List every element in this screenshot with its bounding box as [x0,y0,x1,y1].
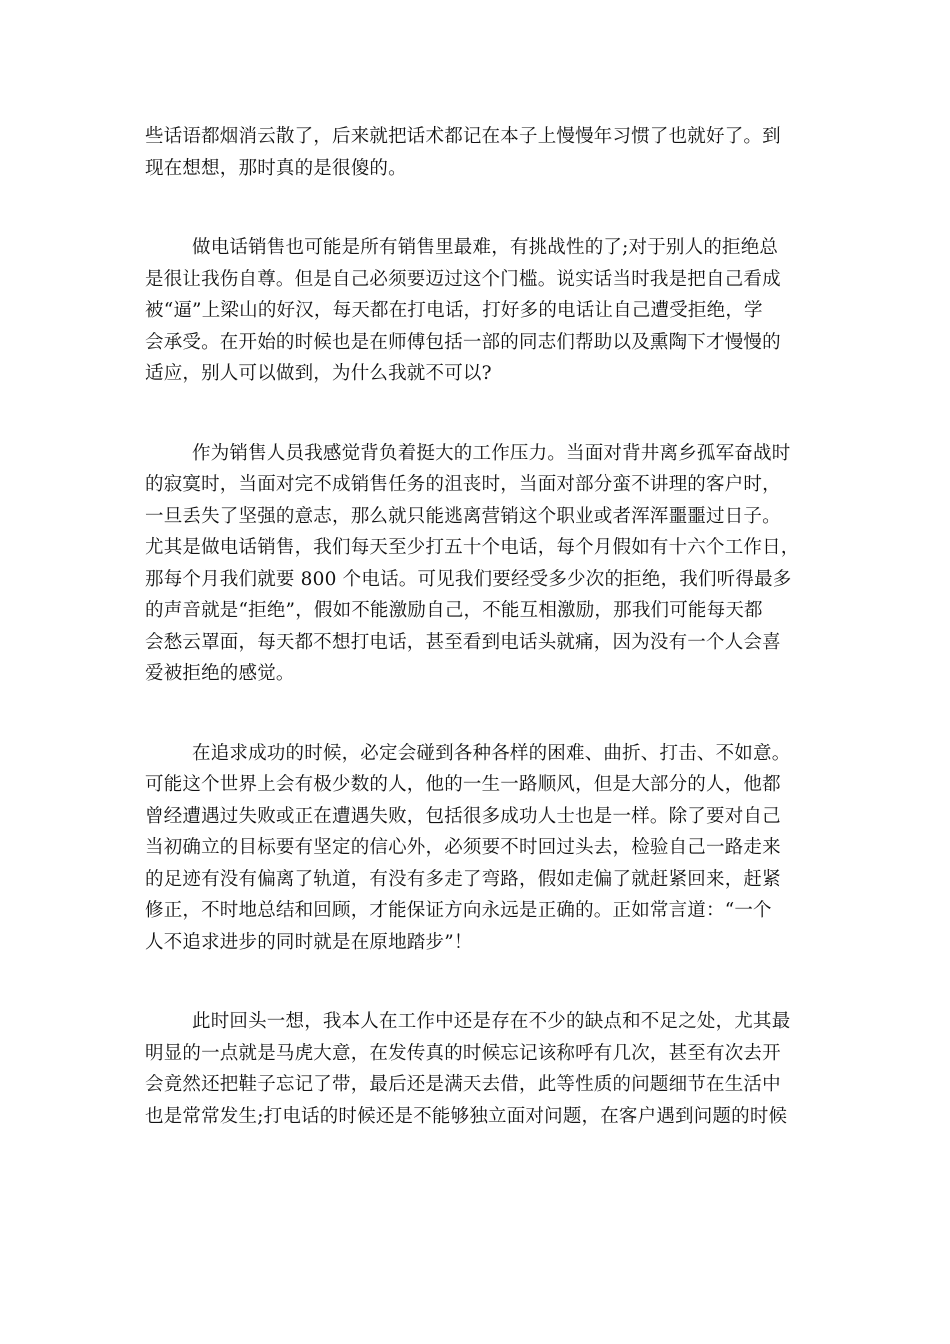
text-line: 也是常常发生;打电话的时候还是不能够独立面对问题，在客户遇到问题的时候 [145,1105,788,1127]
paragraph-2 [145,232,805,390]
text-line: 在追求成功的时候，必定会碰到各种各样的困难、曲折、打击、不如意。 [192,742,791,764]
text-line: 修正，不时地总结和回顾，才能保证方向永远是正确的。正如常言道：“一个 [145,900,772,921]
text-line: 一旦丢失了坚强的意志，那么就只能逃离营销这个职业或者浑浑噩噩过日子。 [145,505,781,527]
paragraph-gap [145,690,805,738]
paragraph-1 [145,121,805,184]
text-line: 明显的一点就是马虎大意，在发传真的时候忘记该称呼有几次，甚至有次去开 [145,1042,781,1064]
text-line: 是很让我伤自尊。但是自己必须要迈过这个门槛。说实话当时我是把自己看成 [145,268,781,290]
paragraph-gap [145,184,805,232]
text-line: 当初确立的目标要有坚定的信心外，必须要不时回过头去，检验自己一路走来 [145,837,781,858]
text-line: 适应，别人可以做到，为什么我就不可以? [145,363,492,384]
text-line: 此时回头一想，我本人在工作中还是存在不少的缺点和不足之处，尤其最 [192,1011,791,1032]
text-line: 现在想想，那时真的是很傻的。 [145,157,407,179]
text-line: 做电话销售也可能是所有销售里最难，有挑战性的了;对于别人的拒绝总 [192,237,779,258]
text-line: 会承受。在开始的时候也是在师傅包括一部的同志们帮助以及熏陶下才慢慢的 [145,331,781,353]
text-line: 的足迹有没有偏离了轨道，有没有多走了弯路，假如走偏了就赶紧回来，赶紧 [145,868,781,890]
paragraph-3 [145,438,805,690]
paragraph-5 [145,1006,805,1132]
text-line: 那每个月我们就要 800 个电话。可见我们要经受多少次的拒绝，我们听得最多 [145,568,792,590]
text-line: 爱被拒绝的感觉。 [145,663,295,684]
document-page [145,121,805,1132]
text-line: 被“逼”上梁山的好汉，每天都在打电话，打好多的电话让自己遭受拒绝，学 [145,300,763,321]
paragraph-gap [145,390,805,438]
text-line: 的寂寞时，当面对完不成销售任务的沮丧时，当面对部分蛮不讲理的客户时， [145,474,781,495]
text-line: 尤其是做电话销售，我们每天至少打五十个电话，每个月假如有十六个工作日， [145,537,800,558]
text-line: 会竟然还把鞋子忘记了带，最后还是满天去借，此等性质的问题细节在生活中 [145,1074,781,1095]
text-line: 曾经遭遇过失败或正在遭遇失败，包括很多成功人士也是一样。除了要对自己 [145,805,781,827]
text-line: 会愁云罩面，每天都不想打电话，甚至看到电话头就痛，因为没有一个人会喜 [145,631,781,653]
paragraph-4 [145,738,805,959]
text-line: 可能这个世界上会有极少数的人，他的一生一路顺风，但是大部分的人，他都 [145,774,781,795]
text-line: 作为销售人员我感觉背负着挺大的工作压力。当面对背井离乡孤军奋战时 [192,442,791,464]
text-line: 些话语都烟消云散了，后来就把话术都记在本子上慢慢年习惯了也就好了。到 [145,126,781,147]
text-line: 人不追求进步的同时就是在原地踏步”！ [145,931,473,953]
text-line: 的声音就是“拒绝”，假如不能激励自己，不能互相激励，那我们可能每天都 [145,600,763,621]
paragraph-gap [145,958,805,1006]
